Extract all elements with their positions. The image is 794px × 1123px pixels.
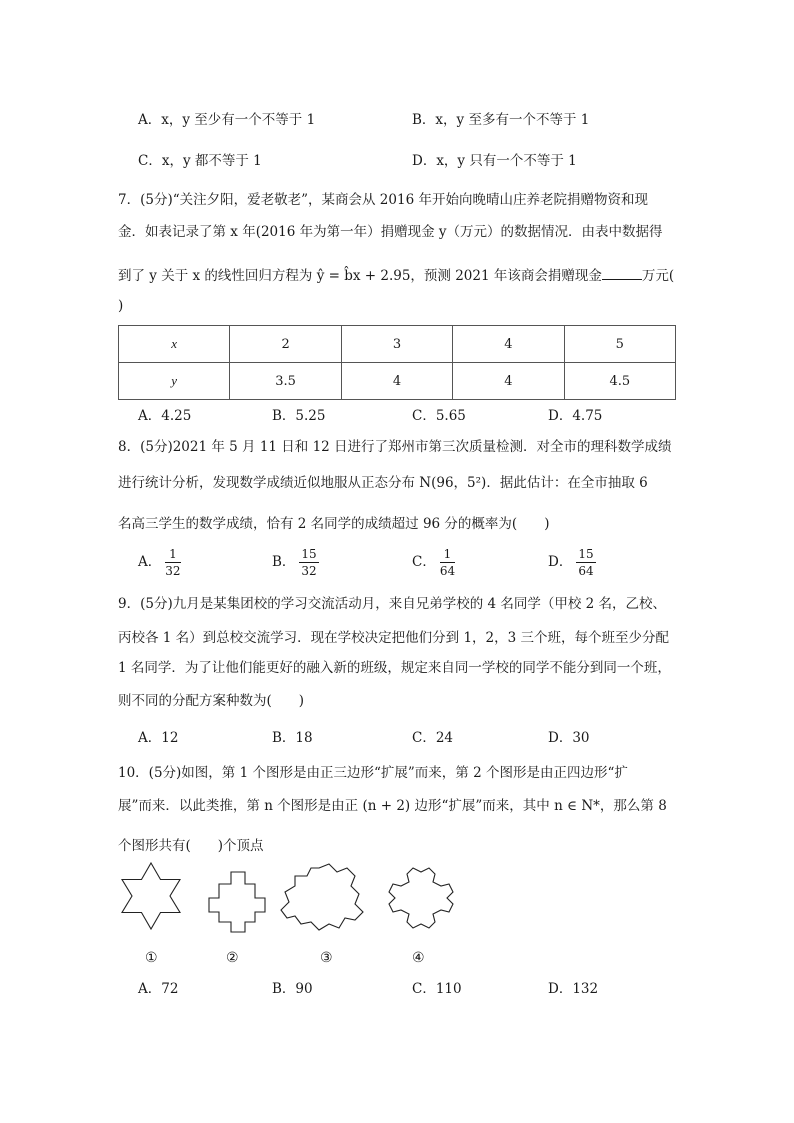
figure-label-2: ② — [226, 950, 239, 966]
q8-option-b: B． $\frac{15}{32}$ — [272, 547, 317, 578]
q7-text-line2: 金．如表记录了第 x 年(2016 年为第一年）捐赠现金 y（万元）的数据情况．由表中数据得 — [118, 224, 663, 240]
table-cell: 4 — [453, 363, 564, 400]
table-row-y — [119, 363, 676, 400]
table-cell: 2 — [230, 326, 341, 363]
q10-option-c: C．110 — [412, 981, 462, 997]
table-cell: y — [119, 363, 230, 400]
q7-option-b: B．5.25 — [272, 408, 326, 424]
figure-1-star — [122, 863, 180, 929]
q8-text-line3: 名高三学生的数学成绩，恰有 2 名同学的成绩超过 96 分的概率为( ) — [118, 516, 550, 532]
q9-option-a: A．12 — [138, 730, 179, 746]
figure-3-shape — [281, 864, 363, 930]
q7-regression-text: 到了 y 关于 x 的线性回归方程为 ŷ = b̂x + 2.95，预测 2021 年该商会捐赠现金 — [118, 268, 602, 284]
q10-option-b: B．90 — [272, 981, 313, 997]
q7-text-line3 — [118, 264, 674, 284]
q6-option-b: B．x，y 至多有一个不等于 1 — [412, 112, 590, 128]
figure-label-1: ① — [145, 950, 158, 966]
q7-option-a: A．4.25 — [138, 408, 192, 424]
fraction: $\frac{1}{64}$ — [439, 547, 456, 578]
q9-option-b: B．18 — [272, 730, 313, 746]
table-cell: 3.5 — [230, 363, 341, 400]
q9-text-line4: 则不同的分配方案种数为( ) — [118, 693, 305, 709]
table-cell: 5 — [564, 326, 675, 363]
q9-option-c: C．24 — [412, 730, 454, 746]
figure-label-3: ③ — [320, 950, 333, 966]
q10-text-line1: 10．(5分)如图，第 1 个图形是由正三边形“扩展”而来，第 2 个图形是由正四边形“扩 — [118, 765, 628, 781]
q8-option-a: A． $\frac{1}{32}$ — [138, 547, 181, 578]
table-cell: 4 — [453, 326, 564, 363]
q6-option-a: A．x，y 至少有一个不等于 1 — [138, 112, 316, 128]
q8-text-line1: 8．(5分)2021 年 5 月 11 日和 12 日进行了郑州市第三次质量检测．对全市的理科数学成绩 — [118, 439, 672, 455]
q10-option-d: D．132 — [548, 981, 599, 997]
figure-label-4: ④ — [412, 950, 425, 966]
q10-option-a: A．72 — [138, 981, 179, 997]
table-row-x — [119, 326, 676, 363]
figure-4-shape — [389, 868, 453, 928]
q9-text-line2: 丙校各 1 名）到总校交流学习．现在学校决定把他们分到 1，2，3 三个班，每个班至少分配 — [118, 630, 670, 646]
table-cell: 4.5 — [564, 363, 675, 400]
q9-text-line3: 1 名同学．为了让他们能更好的融入新的班级，规定来自同一学校的同学不能分到同一个班， — [118, 660, 671, 676]
q6-option-d: D．x，y 只有一个不等于 1 — [412, 153, 577, 169]
q7-text-line1: 7．(5分)“关注夕阳，爱老敬老”，某商会从 2016 年开始向晚晴山庄养老院捐赠物资和现 — [118, 192, 648, 208]
figure-2-cross — [209, 872, 265, 932]
fraction: $\frac{15}{64}$ — [578, 547, 594, 578]
q7-answer-blank — [602, 267, 642, 280]
table-cell: 3 — [341, 326, 452, 363]
table-cell: 4 — [341, 363, 452, 400]
q7-unit-text: 万元( — [641, 268, 675, 284]
q9-option-d: D．30 — [548, 730, 590, 746]
fraction: $\frac{15}{32}$ — [301, 547, 317, 578]
q8-option-c: C． $\frac{1}{64}$ — [412, 547, 456, 578]
q8-option-d: D． $\frac{15}{64}$ — [548, 547, 594, 578]
fraction: $\frac{1}{32}$ — [165, 547, 181, 578]
q7-option-c: C．5.65 — [412, 408, 466, 424]
q10-text-line2: 展”而来．以此类推，第 n 个图形是由正 (n + 2) 边形“扩展”而来，其中 n ∈ N*，那么第 8 — [118, 798, 667, 814]
q8-text-line2: 进行统计分析，发现数学成绩近似地服从正态分布 N(96，5²)．据此估计：在全市抽取 6 — [118, 475, 648, 491]
q10-figures — [115, 860, 475, 940]
q6-option-c: C．x，y 都不等于 1 — [138, 153, 262, 169]
q7-data-table — [118, 325, 676, 400]
table-cell: x — [119, 326, 230, 363]
q10-text-line3: 个图形共有( )个顶点 — [118, 838, 264, 854]
q9-text-line1: 9．(5分)九月是某集团校的学习交流活动月，来自兄弟学校的 4 名同学（甲校 2 名，乙校、 — [118, 596, 667, 612]
q7-option-d: D．4.75 — [548, 408, 603, 424]
q7-text-line4: ) — [118, 298, 124, 314]
